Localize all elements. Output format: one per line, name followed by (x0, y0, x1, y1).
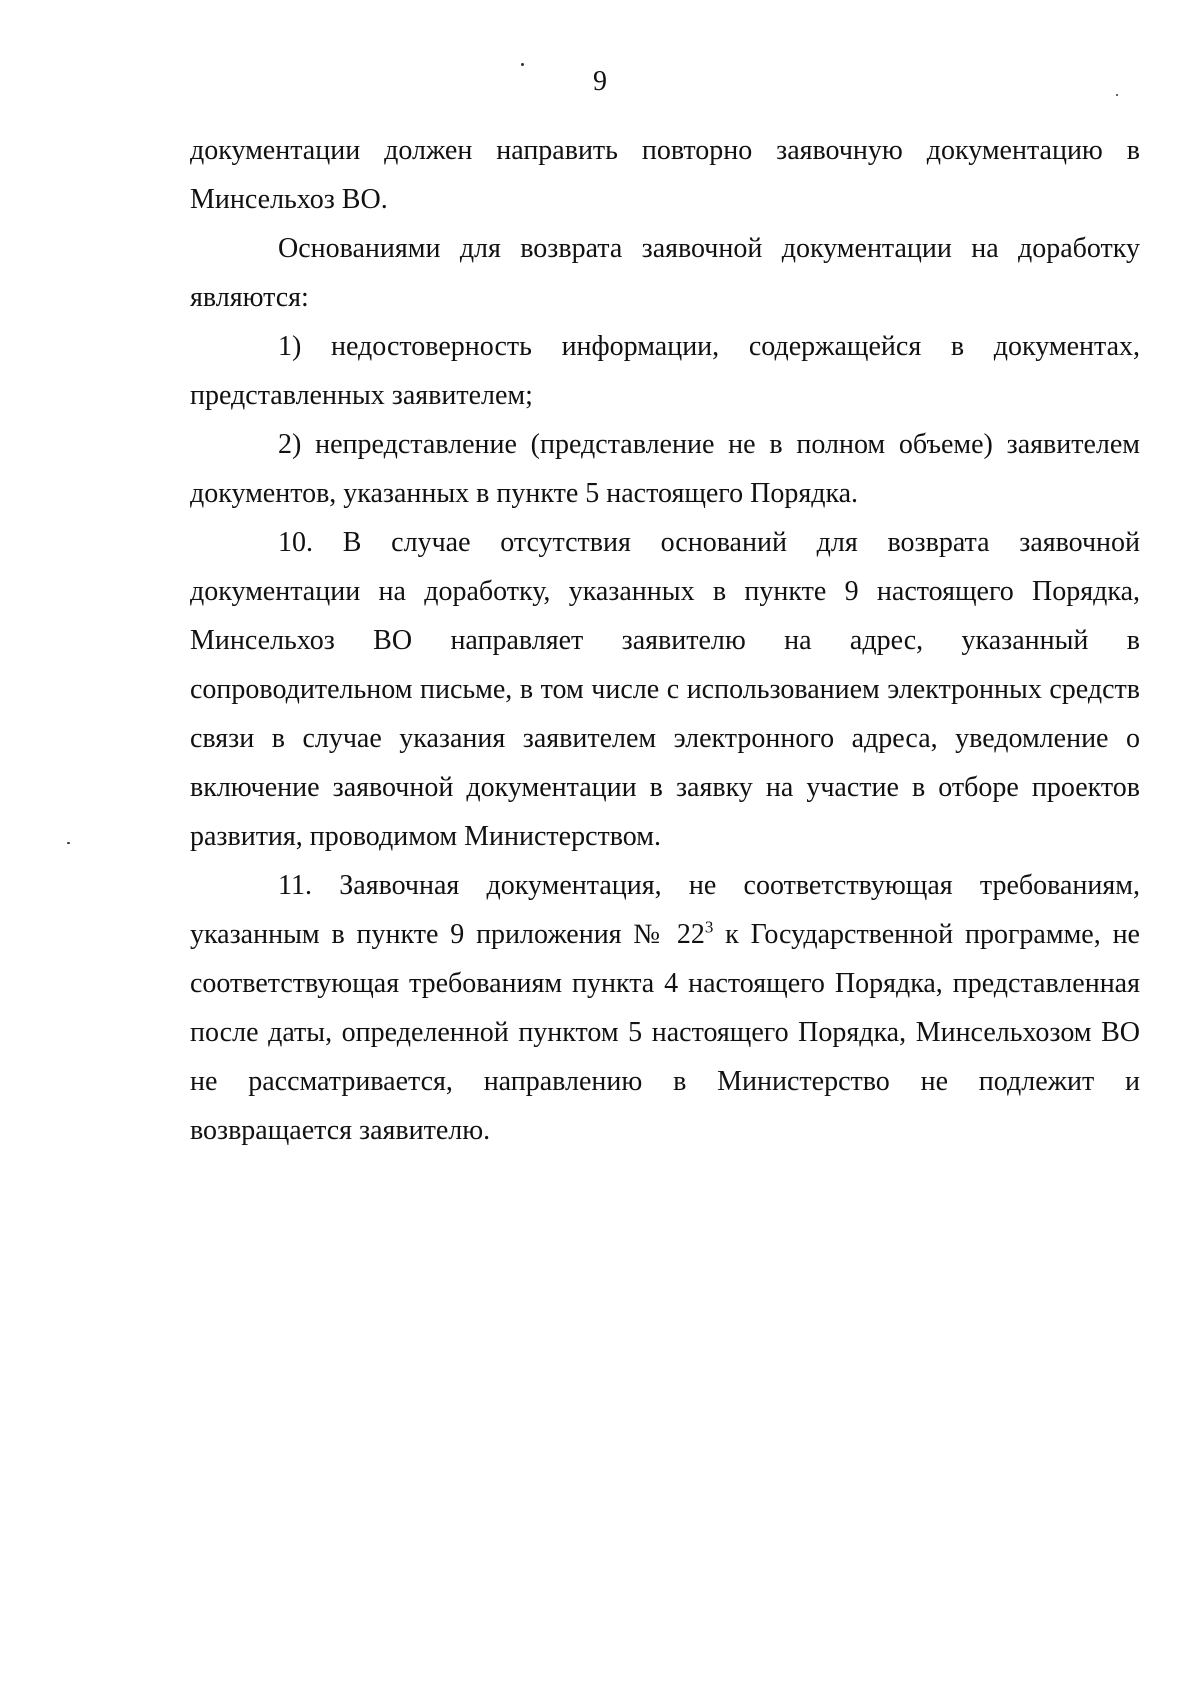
scan-speck (67, 842, 70, 844)
paragraph-item-10: 10. В случае отсутствия оснований для возврата заявочной документации на доработку, указанных в пункте 9 настоящего Порядка, Минсельхоз ВО направляет заявителю на адрес, указанный в сопроводительном письме, в том числе с использованием электронных средств связи в случае указания заявителем электронного адреса, уведомление о включение заявочной документации в заявку на участие в отборе проектов развития, проводимом Министерством. (190, 527, 1140, 852)
page-number: 9 (593, 66, 607, 97)
paragraph-item-11 (190, 861, 1140, 1155)
paragraph-grounds-intro: Основаниями для возврата заявочной документации на доработку являются: (190, 233, 1140, 313)
document-body (190, 126, 1140, 1155)
paragraph-item-11-start: 11. Заявочная документация, не соответствующая требованиям, указанным в пункте 9 приложения № 22 (190, 870, 1140, 950)
paragraph-continuation: документации должен направить повторно заявочную документацию в Минсельхоз ВО. (190, 135, 1140, 215)
paragraph-item-11-end: к Государственной программе, не соответствующая требованиям пункта 4 настоящего Порядка, представленная после даты, определенной пунктом 5 настоящего Порядка, Минсельхозом ВО не рассматривается, направлению в Министерство не подлежит и возвращается заявителю. (190, 919, 1140, 1146)
paragraph-ground-2: 2) непредставление (представление не в полном объеме) заявителем документов, указанных в пункте 5 настоящего Порядка. (190, 429, 1140, 509)
paragraph-ground-1: 1) недостоверность информации, содержащейся в документах, представленных заявителем; (190, 331, 1140, 411)
superscript-note: 3 (704, 917, 714, 937)
